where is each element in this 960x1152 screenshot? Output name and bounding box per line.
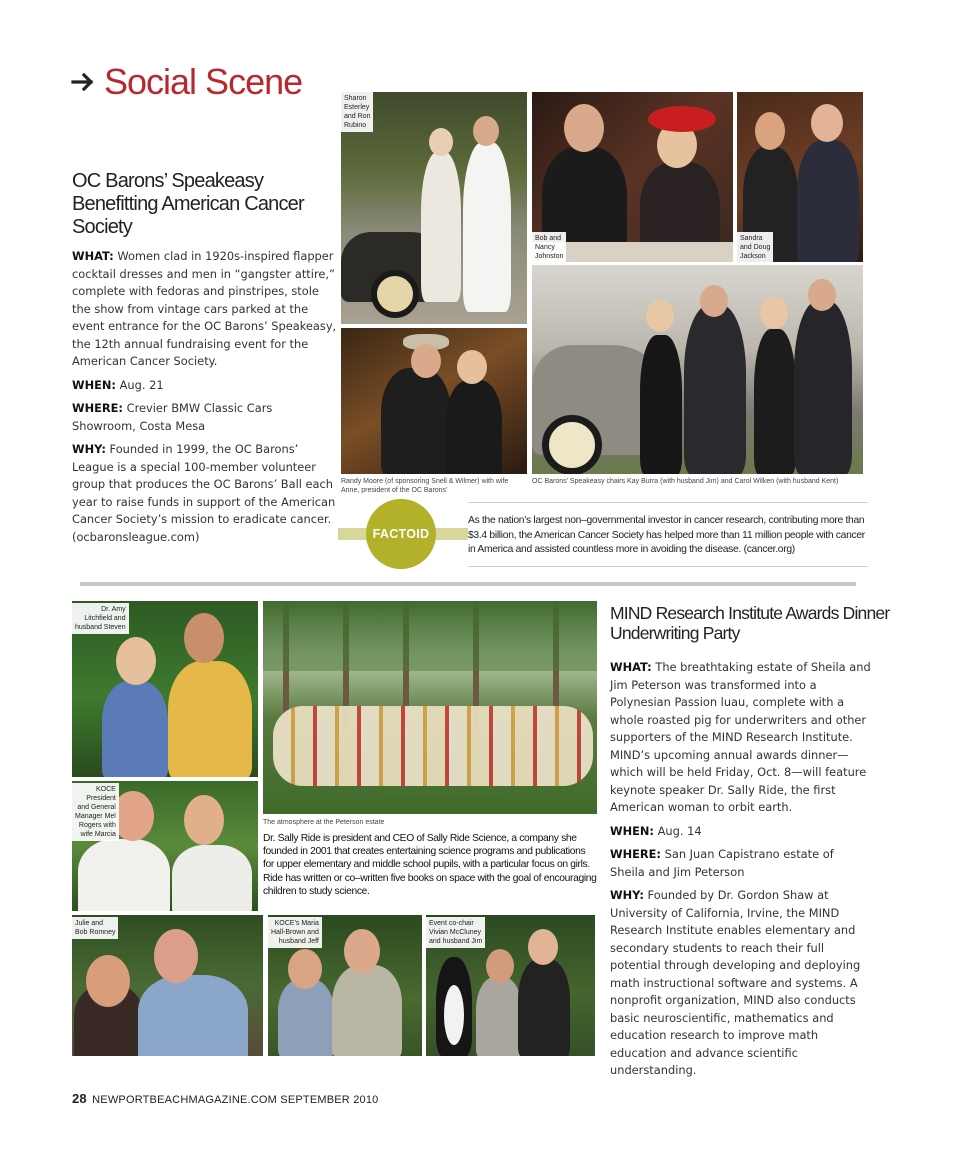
photo-caption-label <box>737 232 773 263</box>
caption-line: husband Steven <box>75 624 126 631</box>
person-man <box>794 301 852 474</box>
photo-peterson-estate <box>263 601 597 814</box>
sally-ride-caption: Dr. Sally Ride is president and CEO of Sally Ride Science, a company she founded in 2001 that creates entertaining science programs and publications for upper elementary and middle school pupils, with a particular focus on girls. Ride has written or co–written five books on space with the goal of encouraging children to study science. <box>263 833 597 897</box>
where-paragraph <box>610 846 872 881</box>
page-number: 28 <box>72 1091 87 1106</box>
where-text: San Juan Capistrano estate of Sheila and Jim Peterson <box>610 847 834 879</box>
footer-text: NEWPORTBEACHMAGAZINE.COM SEPTEMBER 2010 <box>92 1094 379 1106</box>
when-label: WHEN: <box>72 377 116 392</box>
person-man <box>797 140 859 262</box>
caption-line: Randy Moore (of sponsoring Snell & Wilmer) with wife <box>341 478 509 485</box>
caption-line: Johnston <box>535 253 564 260</box>
caption-line: and General <box>77 804 116 811</box>
person-head <box>86 955 130 1007</box>
caption-line: Rogers with <box>78 822 116 829</box>
article-body <box>72 248 338 552</box>
person-head <box>344 929 380 973</box>
caption-line: Bob Romney <box>75 929 116 936</box>
person-man <box>138 975 248 1056</box>
person-head <box>116 637 156 685</box>
caption-line: Litchfield and <box>84 615 126 622</box>
photo-caption-label <box>72 783 119 841</box>
person-woman <box>754 329 796 474</box>
penguin-belly <box>444 985 464 1045</box>
car-wheel <box>371 270 419 318</box>
dining-tables <box>273 706 593 786</box>
when-paragraph <box>610 823 872 841</box>
caption-line: Nancy <box>535 244 555 251</box>
photo-caption: OC Barons’ Speakeasy chairs Kay Burra (with husband Jim) and Carol Wilken (with husband Kent) <box>532 478 839 485</box>
person-head <box>811 104 843 142</box>
photo-caption-label <box>72 917 118 939</box>
person-head <box>288 949 322 989</box>
what-paragraph <box>72 248 338 371</box>
caption-line: KOCE <box>96 786 116 793</box>
caption-line: and Ron <box>344 113 371 120</box>
caption-line: and Doug <box>740 244 771 251</box>
where-label: WHERE: <box>610 847 661 861</box>
why-label: WHY: <box>72 442 106 456</box>
person-head <box>184 795 224 845</box>
red-hat <box>648 106 716 132</box>
when-text: Aug. 21 <box>115 377 164 392</box>
article-body <box>610 659 872 1086</box>
right-arrow-icon <box>70 69 96 95</box>
section-title: Social Scene <box>104 61 303 102</box>
photo-caption-label <box>341 92 373 132</box>
person-man <box>381 368 451 474</box>
caption-line: Jackson <box>740 253 766 260</box>
person-head <box>646 300 674 332</box>
person-man <box>518 959 570 1056</box>
person-man <box>684 305 746 474</box>
photo-caption-label <box>426 917 485 948</box>
person-head <box>411 344 441 378</box>
caption-line: Esterley <box>344 104 370 111</box>
caption-line: Hall-Brown and <box>271 929 319 936</box>
person-man <box>78 839 170 911</box>
person-woman <box>446 380 502 474</box>
person-man <box>463 142 511 312</box>
section-divider <box>80 582 856 586</box>
photo-caption: The atmosphere at the Peterson estate <box>263 819 385 826</box>
article-headline: MIND Research Institute Awards Dinner Underwriting Party <box>610 603 890 644</box>
person-head <box>154 929 198 983</box>
caption-line: Vivian McCluney <box>429 929 482 936</box>
caption-line: Bob and <box>535 235 562 242</box>
page-footer <box>72 1091 378 1106</box>
where-text: Crevier BMW Classic Cars Showroom, Costa Mesa <box>72 401 273 433</box>
photo-caption-label <box>72 603 129 634</box>
person-woman <box>278 979 334 1056</box>
photo-moore <box>341 328 527 474</box>
when-text: Aug. 14 <box>653 823 702 838</box>
photo-caption-label <box>268 917 322 948</box>
person-woman <box>421 152 461 302</box>
person-woman <box>476 977 522 1056</box>
photo-caption <box>341 477 527 495</box>
person-man <box>332 965 402 1056</box>
person-woman <box>102 681 168 777</box>
factoid-badge <box>366 499 436 569</box>
canopy <box>263 601 597 671</box>
caption-line: wife Marcia <box>80 831 116 838</box>
person-head <box>473 116 499 146</box>
person-head <box>429 128 453 156</box>
person-head <box>486 949 514 983</box>
caption-line: husband Jeff <box>278 938 319 945</box>
when-paragraph <box>72 377 338 395</box>
caption-line: KOCE’s Maria <box>274 920 319 927</box>
caption-line: President <box>86 795 116 802</box>
caption-line: Sharon <box>344 95 367 102</box>
what-text: The breathtaking estate of Sheila and Jim Peterson was transformed into a Polynesian Passion luau, complete with a whole roasted pig for underwriters and other supporters of the MIND Research Institute. MIND’s upcoming annual awards dinner—which will be held Friday, Oct. 8—will feature keynote speaker Dr. Sally Ride, the first American woman to orbit earth. <box>610 660 871 814</box>
when-label: WHEN: <box>610 823 654 838</box>
person-head <box>760 297 788 329</box>
factoid-text: As the nation’s largest non–governmental investor in cancer research, contributing more than $3.4 billion, the American Cancer Society has helped more than 11 million people with cancer in America and assisted countless more in avoiding the disease. (cancer.org) <box>468 515 865 555</box>
caption-line: Julie and <box>75 920 104 927</box>
factoid-label: FACTOID <box>372 527 430 541</box>
why-text: Founded in 1999, the OC Barons’ League is a special 100-member volunteer group that produces the OC Barons’ Ball each year to raise funds in support of the American Cancer Society’s mission to eradicate cancer. (ocbaronsleague.com) <box>72 442 336 544</box>
person-man <box>168 661 252 777</box>
person-woman <box>640 335 682 474</box>
section-header <box>70 62 302 102</box>
person-head <box>755 112 785 150</box>
caption-line: Manager Mel <box>75 813 116 820</box>
car-wheel <box>542 415 602 474</box>
person-head <box>184 613 224 663</box>
article-headline: OC Barons’ Speakeasy Benefitting American Cancer Society <box>72 170 304 238</box>
why-label: WHY: <box>610 888 644 902</box>
caption-line: Event co-chair <box>429 920 474 927</box>
what-label: WHAT: <box>72 249 114 263</box>
what-text: Women clad in 1920s-inspired flapper cocktail dresses and men in “gangster attire,” complete with fedoras and pinstripes, stole the show from vintage cars parked at the event entrance for the OC Barons’ Speakeasy, the 12th annual fundraising event for the American Cancer Society. <box>72 249 337 368</box>
caption-line: Dr. Amy <box>101 606 126 613</box>
what-label: WHAT: <box>610 660 652 674</box>
where-label: WHERE: <box>72 401 123 415</box>
caption-line: Rubino <box>344 122 367 129</box>
factoid-rule <box>468 566 868 567</box>
person-head <box>700 285 728 317</box>
why-text: Founded by Dr. Gordon Shaw at University of California, Irvine, the MIND Research Institute enables elementary and secondary students to reach their full potential through developing and deploying math instructional software and systems. A nonprofit organization, MIND also conducts basic neuroscientific, mathematics and education research to improve math education and advance scientific understanding. <box>610 888 861 1077</box>
photo-chairs <box>532 265 863 474</box>
person-head <box>564 104 604 152</box>
what-paragraph <box>610 659 872 817</box>
person-head <box>808 279 836 311</box>
why-paragraph <box>72 441 338 546</box>
caption-line: Anne, president of the OC Barons’ <box>341 487 448 494</box>
photo-caption-label <box>532 232 566 263</box>
why-paragraph <box>610 887 872 1080</box>
caption-line: and husband Jim <box>429 938 483 945</box>
person-head <box>457 350 487 384</box>
caption-line: Sandra <box>740 235 763 242</box>
factoid-rule <box>468 502 868 503</box>
person-head <box>528 929 558 965</box>
where-paragraph <box>72 400 338 435</box>
person-woman <box>172 845 252 911</box>
